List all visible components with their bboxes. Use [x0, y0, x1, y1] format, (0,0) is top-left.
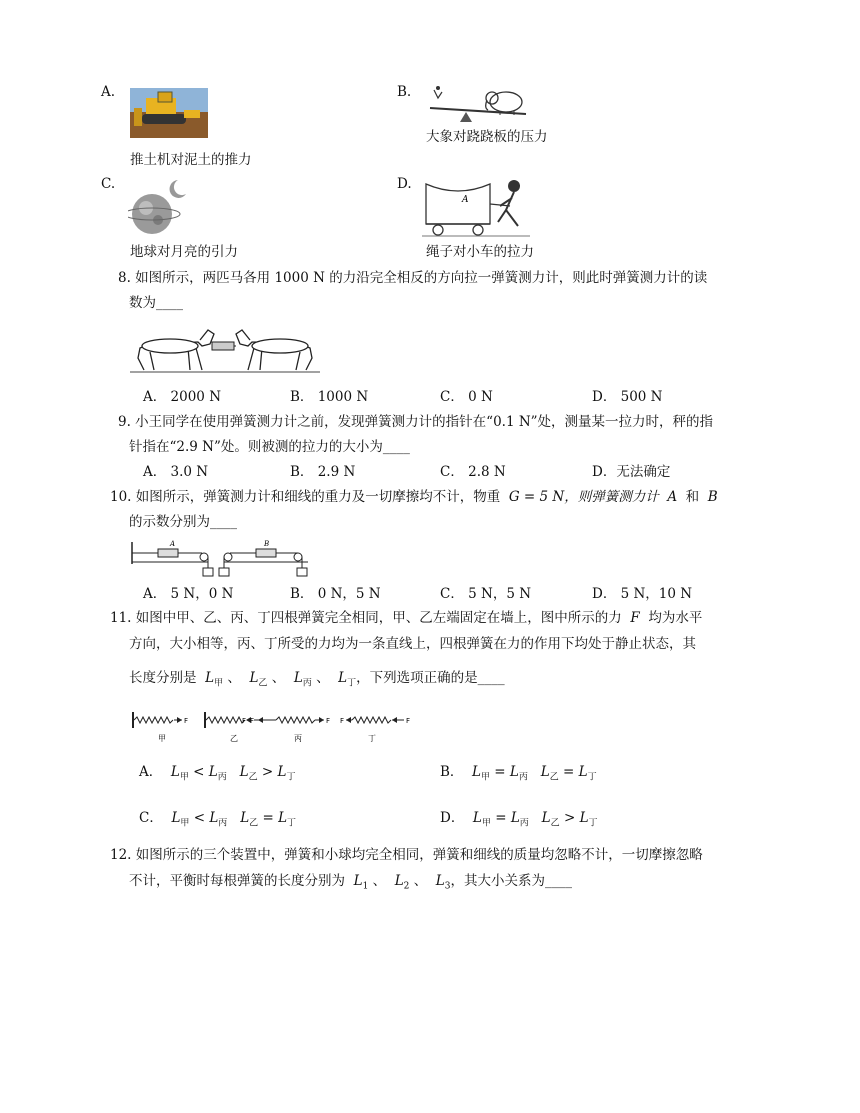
q10-stem-line2: 的示数分别为____: [129, 514, 237, 530]
option-a-letter: A.: [101, 84, 116, 100]
q12-stem-line2: 不计，平衡时每根弹簧的长度分别为 $L_1$ 、 $L_2$ 、 $L_3$，其大小关系为____: [129, 873, 572, 892]
option-d-caption: 绳子对小车的拉力: [426, 244, 534, 260]
q8-option-a[interactable]: A． 2000 N: [143, 389, 222, 405]
q10-stem-line1: [110, 487, 718, 507]
q12-stem-line1: 12. 如图所示的三个装置中，弹簧和小球均完全相同，弹簧和细线的质量均忽略不计，一切摩擦忽略: [110, 847, 703, 863]
q11-stem-line3: 长度分别是 $L_甲$ 、 $L_乙$ 、 $L_丙$ 、 $L_丁$，下列选项正确的是____: [129, 670, 505, 689]
option-b-letter: B.: [397, 84, 412, 100]
earth-moon-image: [128, 176, 194, 236]
svg-text:F: F: [326, 717, 331, 725]
svg-text:丁: 丁: [368, 734, 376, 743]
svg-text:F: F: [250, 717, 255, 725]
svg-text:F: F: [406, 717, 411, 725]
svg-text:甲: 甲: [158, 734, 166, 743]
svg-text:丙: 丙: [294, 734, 302, 743]
q10-option-a[interactable]: A． 5 N，0 N: [143, 586, 234, 602]
q11-stem-line2: 方向，大小相等，丙、丁所受的力均为一条直线上，四根弹簧在力的作用下均处于静止状态，其: [129, 636, 696, 652]
q11-stem-line1: [110, 608, 702, 628]
svg-text:A: A: [462, 195, 469, 205]
q9-stem-line2: 针指在“2.9 N”处。则被测的拉力的大小为____: [129, 439, 410, 455]
q10-and: 和: [685, 489, 700, 505]
q11-option-c[interactable]: C． $L_甲 < L_丙$ $L_乙 = L_丁$: [139, 810, 297, 829]
svg-text:F: F: [340, 717, 345, 725]
q9-option-b[interactable]: B． 2.9 N: [290, 464, 356, 480]
q11-option-a[interactable]: A． $L_甲 < L_丙$ $L_乙 > L_丁$: [139, 764, 296, 783]
bulldozer-image: [130, 88, 208, 138]
q11-stem-line3-text: 长度分别是: [129, 670, 197, 686]
q11-var-f: F: [630, 610, 640, 626]
spring-scales-pulley-figure: [128, 536, 314, 580]
q9-option-d[interactable]: D．无法确定: [592, 464, 671, 480]
q10-var-b: B: [707, 489, 718, 505]
q11-stem-line3-end: ，下列选项正确的是____: [356, 670, 505, 686]
q8-stem-line1: 8. 如图所示，两匹马各用 1000 N 的力沿完全相反的方向拉一弹簧测力计，则此时弹簧测力计的读: [118, 270, 708, 286]
q10-stem-line1-text: 10. 如图所示，弹簧测力计和细线的重力及一切摩擦均不计，物重: [110, 489, 501, 505]
q8-stem-line2: 数为____: [129, 295, 183, 311]
q8-option-b[interactable]: B． 1000 N: [290, 389, 369, 405]
option-c-letter: C.: [101, 176, 116, 192]
q10-fig-label-b: B: [264, 540, 270, 548]
option-b-caption: 大象对跷跷板的压力: [426, 129, 548, 145]
q11-option-b[interactable]: B． $L_甲 = L_丙$ $L_乙 = L_丁$: [440, 764, 597, 783]
option-c-caption: 地球对月亮的引力: [130, 244, 238, 260]
q12-stem-line2-end: ，其大小关系为____: [450, 873, 572, 889]
q11-stem-line1-end: 均为水平: [648, 610, 703, 626]
q9-stem-line1: 9. 小王同学在使用弹簧测力计之前，发现弹簧测力计的指针在“0.1 N”处，测量某一拉力时，秤的指: [118, 414, 714, 430]
q10-option-d[interactable]: D． 5 N，10 N: [592, 586, 693, 602]
q8-option-d[interactable]: D． 500 N: [592, 389, 663, 405]
option-a-caption: 推土机对泥土的推力: [130, 152, 252, 168]
rope-cart-image: [422, 176, 530, 240]
q9-option-a[interactable]: A． 3.0 N: [143, 464, 209, 480]
svg-text:乙: 乙: [230, 734, 238, 743]
q10-option-b[interactable]: B． 0 N，5 N: [290, 586, 381, 602]
svg-text:F: F: [242, 717, 247, 725]
q11-stem-line1-text: 11. 如图中甲、乙、丙、丁四根弹簧完全相同，甲、乙左端固定在墙上，图中所示的力: [110, 610, 622, 626]
four-springs-figure: [130, 710, 420, 744]
q10-option-c[interactable]: C． 5 N，5 N: [440, 586, 532, 602]
two-horses-spring-scale-figure: [130, 322, 320, 374]
q9-option-c[interactable]: C． 2.8 N: [440, 464, 506, 480]
q8-option-c[interactable]: C． 0 N: [440, 389, 493, 405]
q12-stem-line2-text: 不计，平衡时每根弹簧的长度分别为: [129, 873, 345, 889]
q10-fig-label-a: A: [170, 540, 176, 548]
elephant-seesaw-image: [426, 84, 530, 122]
svg-text:F: F: [184, 717, 189, 725]
q10-weight-equation: G = 5 N，则弹簧测力计: [508, 489, 659, 505]
option-d-letter: D.: [397, 176, 412, 192]
q10-var-a: A: [667, 489, 678, 505]
q11-option-d[interactable]: D． $L_甲 = L_丙$ $L_乙 > L_丁$: [440, 810, 598, 829]
